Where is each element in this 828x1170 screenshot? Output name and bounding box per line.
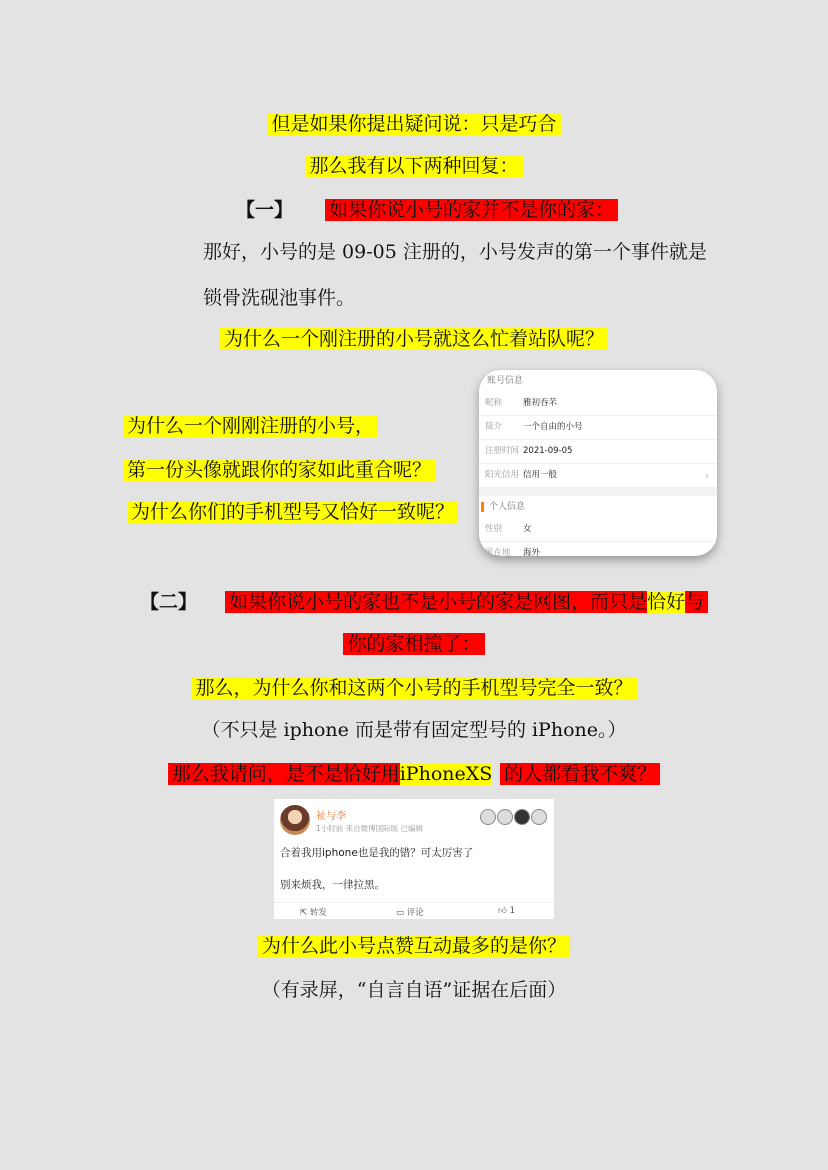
case-two-bracket: 【二】 [140,591,198,613]
question-line: 但是如果你提出疑问说：只是巧合 [0,110,828,138]
case-one-line [236,196,618,224]
case-two-title-b: 恰好 [647,591,686,613]
personal-info-header: 个人信息 [479,496,717,518]
comment-button[interactable]: ▭ 评论 [396,908,424,918]
paragraph-line-1: 那好，小号的是 09-05 注册的，小号发声的第一个事件就是 [203,241,707,263]
case-two-title-c: 与 [685,591,708,613]
sticker-badges [480,805,548,827]
post-text-1: 合着我用iphone也是我的错？可太厉害了 [280,847,474,859]
repost-button[interactable]: ⇱ 转发 [300,908,327,918]
info-row-location: 所在地 海外 [479,542,717,556]
question-phone-model: 为什么你们的手机型号又恰好一致呢？ [127,498,458,526]
post-text-2: 别来烦我，一律拉黑。 [280,879,385,891]
info-row-nickname: 昵称 雅初吞芣 [479,392,717,416]
info-row-bio: 简介 一个自由的小号 [479,416,717,440]
account-info-header: 账号信息 [487,376,524,386]
comment-icon: ▭ [396,908,405,918]
sticker-icon [514,809,530,825]
reply-intro-line: 那么我有以下两种回复： [0,152,828,180]
question-most-likes: 为什么此小号点赞互动最多的是你？ [0,932,828,960]
info-row-gender: 性别 女 [479,518,717,542]
thumbs-up-icon: 👍︎ [498,906,507,916]
case-two-title-a: 如果你说小号的家也不是小号的家是网图，而只是 [225,591,647,613]
paragraph-line-2: 锁骨洗砚池事件。 [203,287,356,309]
sticker-icon [497,809,513,825]
profile-info-card [479,370,717,556]
question-same-model: 那么，为什么你和这两个小号的手机型号完全一致？ [0,674,828,702]
post-meta: 1小时前 来自微博国际版 已编辑 [316,824,424,833]
case-two-title-cont: 你的家相撞了： [0,630,828,658]
section-divider [479,488,717,496]
note-recording: （有录屏，“自言自语”证据在后面） [261,979,567,1001]
sticker-icon [480,809,496,825]
chevron-right-icon: › [704,469,709,482]
like-button[interactable]: 👍︎ 1 [498,906,516,916]
post-username[interactable]: 祉与李 [316,811,346,822]
post-actions [274,902,554,920]
sticker-icon [531,809,547,825]
info-row-credit[interactable]: 阳光信用 信用一般 › [479,464,717,488]
question-new-account: 为什么一个刚注册的小号就这么忙着站队呢？ [0,325,828,353]
case-two-line [140,588,708,616]
info-row-register-date: 注册时间 2021-09-05 [479,440,717,464]
avatar[interactable] [280,805,310,835]
question-avatar-1: 为什么一个刚刚注册的小号， [123,412,378,440]
question-avatar-2: 第一份头像就跟你的家如此重合呢？ [123,456,435,484]
weibo-post [274,799,554,919]
note-iphone-model: （不只是 iphone 而是带有固定型号的 iPhone。） [201,719,627,741]
repost-icon: ⇱ [300,908,308,918]
case-one-title: 如果你说小号的家并不是你的家： [325,199,618,221]
case-one-bracket: 【一】 [236,199,294,221]
question-iphonexs: 那么我请问，是不是恰好用iPhoneXS 的人都看我不爽？ [0,760,828,788]
